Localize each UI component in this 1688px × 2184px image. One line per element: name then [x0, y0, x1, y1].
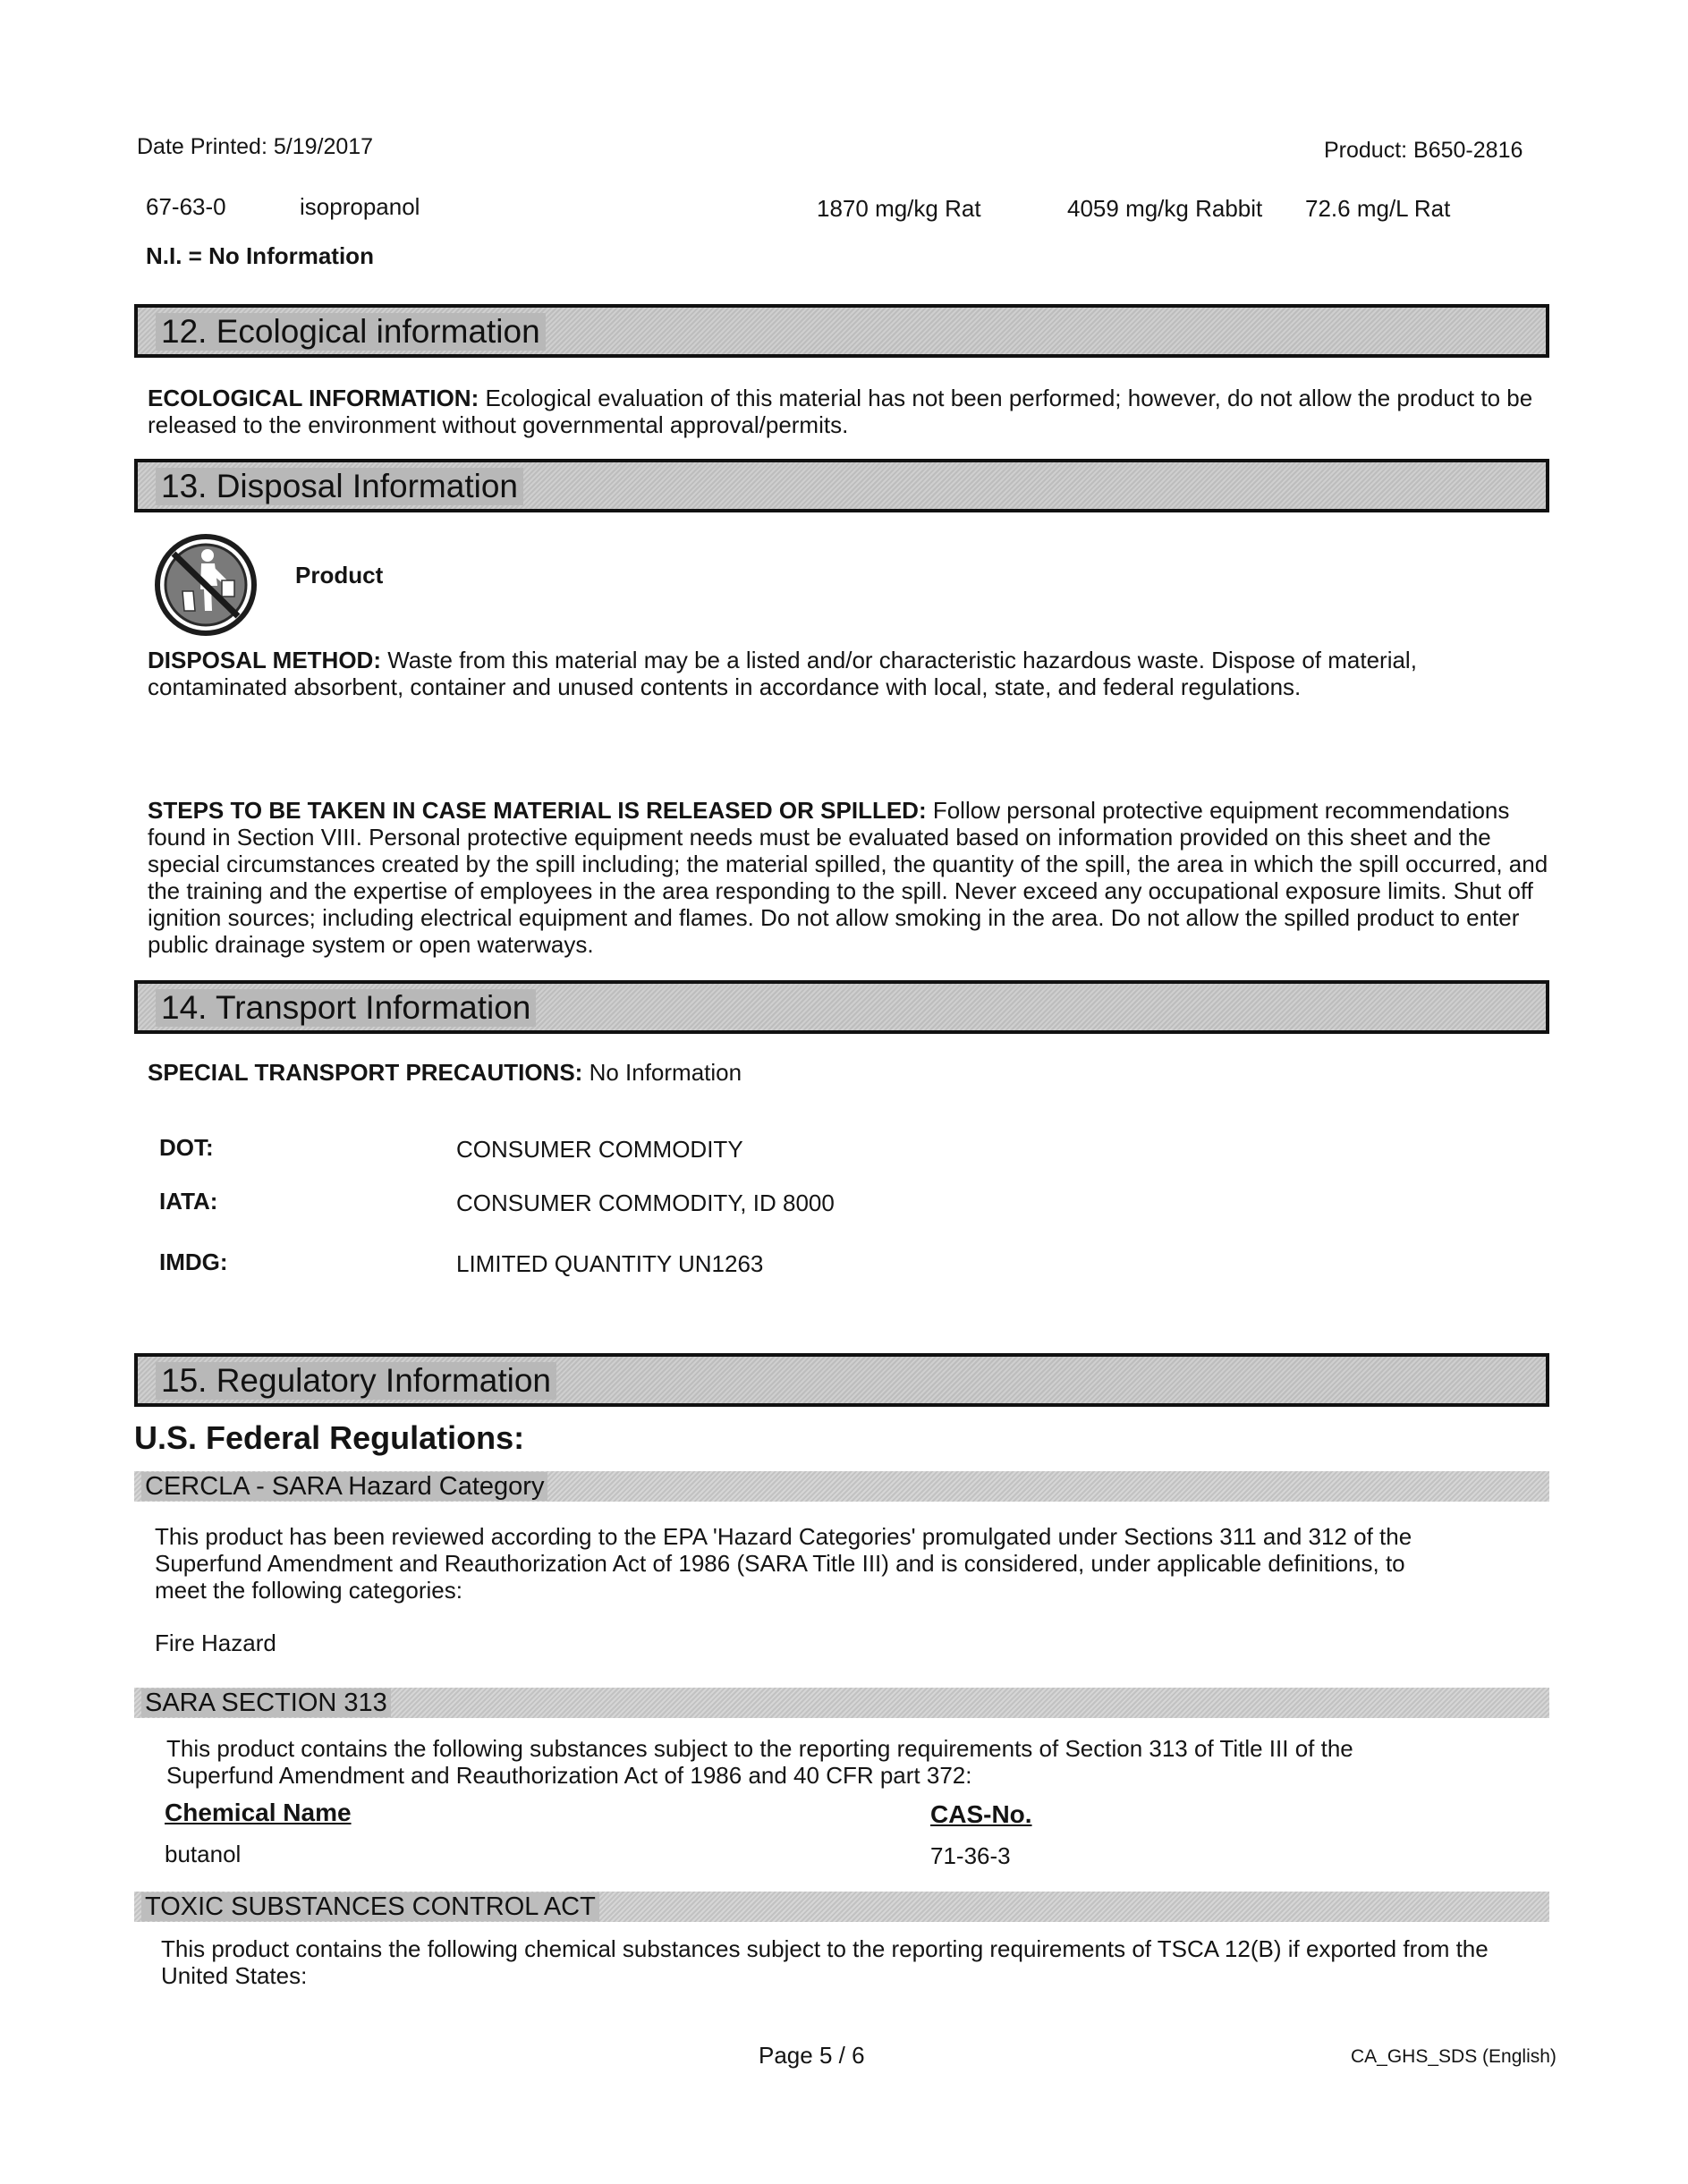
disposal-text: Waste from this material may be a listed and/or characteristic hazardous waste. Dispose of material, contaminated absorbent, container and unused contents in accordance with local, state, and federal regulations. [148, 647, 1417, 700]
chemical-name-header: Chemical Name [165, 1799, 352, 1826]
sara-cas: 71-36-3 [930, 1842, 1011, 1869]
sara-313-text: This product contains the following substances subject to the reporting requirements of Section 313 of Title III of the Superfund Amendment and Reauthorization Act of 1986 and 40 CFR part 372: [166, 1735, 1353, 1789]
hazard-category: Fire Hazard [155, 1630, 276, 1656]
tsca-header [134, 1892, 1549, 1922]
cercla-header [134, 1471, 1549, 1502]
spill-label: STEPS TO BE TAKEN IN CASE MATERIAL IS RELEASED OR SPILLED: [148, 797, 927, 824]
disposal-icon-label: Product [295, 562, 384, 588]
sara-313-header [134, 1688, 1549, 1718]
chemical-name: isopropanol [300, 193, 420, 220]
cercla-title: CERCLA - SARA Hazard Category [141, 1472, 547, 1501]
spill-paragraph [148, 797, 1555, 958]
tsca-text: This product contains the following chemical substances subject to the reporting requirements of TSCA 12(B) if exported from the United States: [161, 1935, 1489, 1989]
product-code: Product: B650-2816 [1324, 138, 1523, 163]
tsca-title: TOXIC SUBSTANCES CONTROL ACT [141, 1892, 599, 1921]
document-id: CA_GHS_SDS (English) [1351, 2046, 1557, 2067]
sara-313-title: SARA SECTION 313 [141, 1689, 391, 1717]
dot-label: DOT: [159, 1134, 214, 1161]
iata-label: IATA: [159, 1188, 218, 1215]
section-13-header [134, 459, 1549, 512]
dot-value: CONSUMER COMMODITY [456, 1136, 743, 1163]
page-number: Page 5 / 6 [759, 2042, 865, 2069]
section-12-title: 12. Ecological information [156, 313, 546, 351]
ni-note: N.I. = No Information [146, 242, 374, 269]
sara-chemical: butanol [165, 1841, 242, 1867]
federal-regulations-heading: U.S. Federal Regulations: [134, 1419, 525, 1456]
section-14-title: 14. Transport Information [156, 989, 536, 1027]
disposal-paragraph [148, 647, 1543, 700]
no-dumping-icon [152, 532, 259, 638]
dermal-ld50: 4059 mg/kg Rabbit [1067, 195, 1263, 222]
cas-no-header: CAS-No. [930, 1800, 1032, 1828]
ecological-text: Ecological evaluation of this material has not been performed; however, do not allow the product to be released to the environment without governmental approval/permits. [148, 385, 1533, 438]
section-14-header [134, 980, 1549, 1034]
section-15-title: 15. Regulatory Information [156, 1362, 556, 1400]
imdg-value: LIMITED QUANTITY UN1263 [456, 1250, 764, 1277]
transport-precautions-value: No Information [582, 1059, 742, 1086]
section-15-header [134, 1353, 1549, 1407]
ecological-label: ECOLOGICAL INFORMATION: [148, 385, 479, 411]
oral-ld50: 1870 mg/kg Rat [817, 195, 981, 222]
imdg-label: IMDG: [159, 1249, 228, 1275]
section-12-header [134, 304, 1549, 358]
spill-text: Follow personal protective equipment recommendations found in Section VIII. Personal protective equipment needs must be evaluated based on information provided on this sheet and the special circumstances created by the spill including; the material spilled, the quantity of the spill, the area in which the spill occurred, and the training and the expertise of employees in the area responding to the spill. Never exceed any occupational exposure limits. Shut off ignition sources; including electrical equipment and flames. Do not allow smoking in the area. Do not allow the spilled product to enter public drainage system or open waterways. [148, 797, 1548, 958]
cercla-text: This product has been reviewed according to the EPA 'Hazard Categories' promulgated under Sections 311 and 312 of the Superfund Amendment and Reauthorization Act of 1986 (SARA Title III) and is considered, under applicable definitions, to meet the following categories: [155, 1523, 1412, 1604]
ecological-paragraph [148, 385, 1543, 438]
section-13-title: 13. Disposal Information [156, 468, 523, 505]
disposal-label: DISPOSAL METHOD: [148, 647, 381, 673]
transport-precautions [148, 1059, 742, 1087]
transport-precautions-label: SPECIAL TRANSPORT PRECAUTIONS: [148, 1059, 583, 1086]
date-printed: Date Printed: 5/19/2017 [137, 134, 374, 159]
cas-number: 67-63-0 [146, 193, 226, 220]
iata-value: CONSUMER COMMODITY, ID 8000 [456, 1189, 835, 1216]
inhalation-lc50: 72.6 mg/L Rat [1305, 195, 1451, 222]
